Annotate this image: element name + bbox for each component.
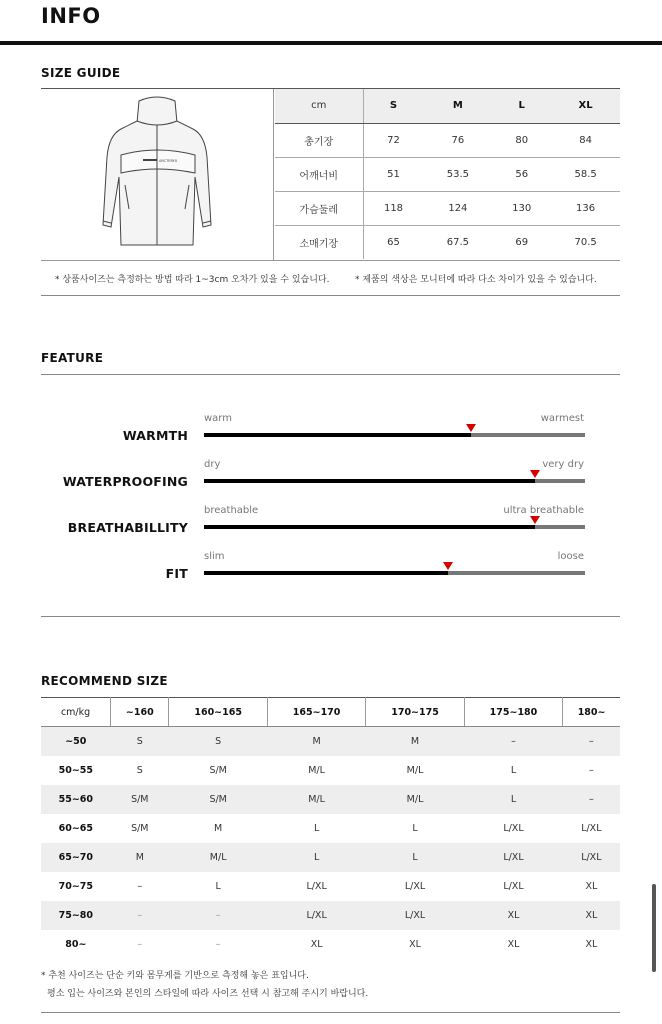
recommended-size: – [215,938,221,950]
color-note: * 제품의 색상은 모니터에 따라 다소 차이가 있을 수 있습니다. [355,275,597,285]
feature-max-label: loose [557,551,584,562]
recommended-size: S [111,727,169,756]
feature-max-label: warmest [540,413,584,424]
recommended-size: L/XL [464,843,562,872]
recommend-row [41,756,620,785]
recommended-size: M [111,843,169,872]
feature-marker-icon [466,424,476,432]
feature-bar-fill [204,433,471,437]
recommended-size: L [267,843,365,872]
recommend-note-line: 평소 입는 사이즈와 본인의 스타일에 따라 사이즈 선택 시 참고해 주시기 바랍니다. [47,989,369,999]
recommended-size: L/XL [404,880,426,892]
recommended-size: M [214,822,223,834]
recommend-row [41,785,620,814]
feature-fit [0,551,662,591]
size-header: S [363,89,424,123]
scrollbar-thumb[interactable] [652,884,656,972]
logo-mark [143,159,157,161]
size-guide-title: SIZE GUIDE [41,66,121,80]
feature-max-label: very dry [542,459,584,470]
recommended-size: M/L [267,785,365,814]
recommended-size: XL [585,938,598,950]
size-table-header [275,89,620,123]
size-row-sleeve [275,225,620,259]
recommend-row [41,814,620,843]
recommend-title: RECOMMEND SIZE [41,674,168,688]
feature-min-label: breathable [204,505,259,516]
feature-bar-fill [204,525,535,529]
recommend-note-line: * 추천 사이즈는 단순 키와 몸무게를 기반으로 측정해 놓은 표입니다. [41,971,309,981]
feature-bar-fill [204,571,448,575]
size-note: * 상품사이즈는 측정하는 방법 따라 1~3cm 오차가 있을 수 있습니다. [55,275,330,285]
recommended-size: M [366,727,464,756]
measure-value: 84 [551,123,620,157]
height-header: 160~165 [169,698,267,727]
recommended-size: – [137,938,143,950]
feature-bar [204,433,585,437]
recommended-size: L [510,764,517,776]
feature-top-divider [41,374,620,375]
feature-bar-fill [204,479,535,483]
recommended-size: L [313,822,320,834]
recommended-size: – [464,727,562,756]
weight-label: 80~ [65,938,87,950]
feature-max-label: ultra breathable [503,505,584,516]
feature-label: WARMTH [122,428,188,443]
recommended-size: M/L [406,764,424,776]
weight-label: 60~65 [58,822,94,834]
size-row-shoulder [275,157,620,191]
measure-value: 70.5 [574,236,597,248]
height-header: 175~180 [464,698,562,727]
weight-label: 75~80 [41,901,111,930]
recommended-size: L/XL [306,880,327,892]
recommended-size: XL [563,901,620,930]
recommend-header-row [41,698,620,727]
measure-value: 136 [551,191,620,225]
recommend-table [41,697,620,959]
measure-value: 72 [363,123,424,157]
recommended-size: XL [409,938,421,950]
size-row-length [275,123,620,157]
measure-value: 53.5 [424,157,493,191]
feature-marker-icon [530,516,540,524]
measure-label: 어깨너비 [275,157,363,191]
recommended-size: S/M [131,822,149,834]
recommended-size: L [366,843,464,872]
feature-marker-icon [443,562,453,570]
size-header: XL [551,89,620,123]
weight-label: ~50 [41,727,111,756]
feature-label: WATERPROOFING [62,474,188,489]
feature-waterproofing [0,459,662,499]
feature-marker-icon [530,470,540,478]
measure-label: 소매기장 [275,225,363,259]
feature-label: BREATHABILLITY [67,520,188,535]
measure-value: 65 [387,236,400,248]
height-header: 180~ [563,698,620,727]
recommend-row [41,727,620,756]
measure-value: 80 [492,123,551,157]
feature-min-label: dry [204,459,221,470]
title-divider [0,41,662,45]
feature-breathability [0,505,662,545]
recommended-size: L/XL [503,822,524,834]
recommended-size: L/XL [267,901,365,930]
recommended-size: – [563,785,620,814]
recommend-row [41,872,620,901]
measure-value: 124 [424,191,493,225]
recommended-size: L [215,880,221,892]
size-header: M [424,89,493,123]
recommend-row [41,930,620,959]
page-title: INFO [41,4,101,28]
measure-value: 118 [363,191,424,225]
recommended-size: XL [464,901,562,930]
measure-value: 76 [424,123,493,157]
size-guide-box [41,88,620,261]
recommended-size: L/XL [581,822,602,834]
jacket-brand-text: ARCTERYX [159,159,178,163]
recommend-row [41,901,620,930]
recommended-size: S/M [209,764,227,776]
height-header: ~160 [111,698,169,727]
measure-value: 67.5 [446,236,469,248]
feature-title: FEATURE [41,351,104,365]
recommended-size: S/M [169,785,267,814]
feature-label: FIT [165,566,188,581]
recommend-note [41,967,368,1003]
height-header: 170~175 [366,698,464,727]
recommended-size: L [412,822,418,834]
recommended-size: L/XL [563,843,620,872]
measure-value: 58.5 [551,157,620,191]
recommended-size: L/XL [366,901,464,930]
size-header: L [492,89,551,123]
unit-label: cm [275,89,363,123]
feature-min-label: warm [204,413,232,424]
measure-value: 69 [515,236,529,248]
recommended-size: L [464,785,562,814]
weight-label: 55~60 [41,785,111,814]
recommended-size: S/M [111,785,169,814]
feature-min-label: slim [204,551,225,562]
measure-value: 130 [492,191,551,225]
feature-bar [204,571,585,575]
size-row-chest [275,191,620,225]
size-guide-divider [41,295,620,296]
measure-label: 총기장 [275,123,363,157]
recommend-corner: cm/kg [41,698,111,727]
recommended-size: S [169,727,267,756]
recommended-size: XL [507,938,520,950]
recommended-size: – [588,764,594,776]
recommended-size: XL [310,938,323,950]
weight-label: 70~75 [58,880,94,892]
weight-label: 65~70 [41,843,111,872]
recommended-size: – [137,880,143,892]
size-table [275,89,620,259]
recommended-size: – [111,901,169,930]
measure-value: 56 [492,157,551,191]
recommended-size: M [267,727,365,756]
feature-warmth [0,413,662,453]
jacket-illustration [41,89,274,260]
height-header: 165~170 [267,698,365,727]
recommended-size: – [563,727,620,756]
recommended-size: L/XL [503,880,524,892]
recommend-bottom-divider [41,1012,620,1013]
recommended-size: XL [585,880,598,892]
recommended-size: M/L [366,785,464,814]
measure-label: 가슴둘레 [275,191,363,225]
feature-bar [204,479,585,483]
measure-value: 51 [363,157,424,191]
recommend-row [41,843,620,872]
feature-bar [204,525,585,529]
jacket-drawing [101,95,213,255]
recommended-size: M/L [308,764,325,776]
recommended-size: M/L [169,843,267,872]
recommended-size: S [136,764,143,776]
feature-bottom-divider [41,616,620,617]
recommended-size: – [169,901,267,930]
weight-label: 50~55 [58,764,94,776]
